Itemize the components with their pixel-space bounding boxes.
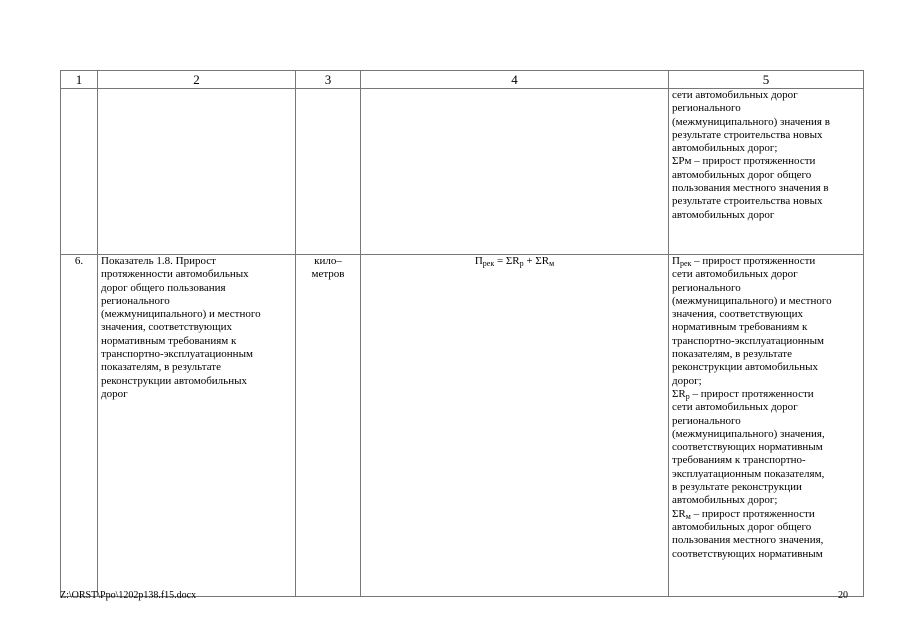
text-line: автомобильных дорог; — [672, 142, 778, 155]
text-line: показателям, в результате — [101, 361, 221, 374]
unit-cell — [296, 89, 361, 255]
footer-file-path: Z:\ORST\Ppo\1202p138.f15.docx — [60, 590, 197, 601]
text-line: результате строительства новых — [672, 128, 823, 141]
table-row — [61, 89, 864, 255]
text-line: протяженности автомобильных — [101, 268, 249, 281]
table-row — [61, 255, 864, 597]
text-line: (межмуниципального) и местного — [101, 308, 261, 321]
formula-symbol: П — [474, 255, 483, 267]
text-line: Показатель 1.8. Прирост — [101, 255, 216, 267]
formula-subscript: рек — [482, 259, 495, 268]
table-header-row — [61, 71, 864, 89]
definition-subscript: р — [685, 391, 690, 401]
definition-line — [672, 388, 860, 401]
text-line: соответствующих нормативным — [672, 441, 823, 454]
text-line: сети автомобильных дорог — [672, 89, 798, 101]
indicator-cell — [98, 89, 296, 255]
header-cell: 3 — [296, 71, 361, 89]
text-line: требованиям к транспортно- — [672, 454, 806, 467]
text-line: в результате реконструкции — [672, 481, 802, 494]
definition-symbol: П — [672, 255, 680, 267]
number-cell — [61, 89, 98, 255]
document-table — [60, 70, 864, 597]
text-line: дорог; — [672, 374, 702, 387]
definition-symbol: ΣR — [672, 387, 686, 400]
definition-cell — [669, 255, 864, 597]
text-line: транспортно-эксплуатационным — [672, 334, 824, 347]
header-cell: 1 — [61, 71, 98, 89]
indicator-cell — [98, 255, 296, 597]
definition-text: – прирост протяженности — [689, 387, 814, 400]
text-line: (межмуниципального) и местного — [672, 294, 832, 307]
text-line: регионального — [672, 102, 741, 115]
definition-subscript: м — [685, 511, 691, 521]
text-line: соответствующих нормативным — [672, 547, 823, 560]
text-line: автомобильных дорог общего — [672, 168, 812, 181]
formula-cell — [361, 89, 669, 255]
text-line: сети автомобильных дорог — [672, 268, 798, 281]
definition-cell — [669, 89, 864, 255]
text-line: (межмуниципального) значения в — [672, 115, 830, 128]
definition-text: – прирост протяженности — [690, 507, 815, 520]
text-line: реконструкции автомобильных — [101, 374, 247, 387]
formula-subscript: р — [519, 259, 524, 268]
text-line: значения, соответствующих — [672, 308, 804, 321]
formula-cell — [361, 255, 669, 597]
text-line: дорог — [101, 387, 128, 400]
text-line: (межмуниципального) значения, — [672, 427, 825, 440]
header-cell: 5 — [669, 71, 864, 89]
formula-subscript: м — [549, 259, 555, 268]
text-line: нормативным требованиям к — [672, 321, 808, 334]
definition-subscript: рек — [679, 259, 692, 268]
definition-line — [672, 508, 860, 521]
formula — [364, 255, 665, 268]
text-line: транспортно-эксплуатационным — [101, 348, 253, 361]
text-line: сети автомобильных дорог — [672, 401, 798, 414]
text-line: регионального — [101, 294, 170, 307]
text-line: регионального — [672, 281, 741, 294]
text-line: пользования местного значения в — [672, 182, 829, 195]
footer-page-number: 20 — [838, 590, 848, 601]
text-line: автомобильных дорог — [672, 208, 775, 221]
text-line: нормативным требованиям к — [101, 334, 237, 347]
text-line: метров — [311, 268, 345, 281]
text-line: показателям, в результате — [672, 348, 792, 361]
definition-text: – прирост протяженности — [691, 255, 816, 267]
definition-symbol: ΣR — [672, 507, 686, 520]
text-line: значения, соответствующих — [101, 321, 233, 334]
definition-line — [672, 255, 860, 268]
text-line: автомобильных дорог; — [672, 494, 778, 507]
header-cell: 2 — [98, 71, 296, 89]
formula-text: = ΣR — [494, 255, 520, 267]
text-line: эксплуатационным показателям, — [672, 467, 825, 480]
text-line: ΣРм – прирост протяженности — [672, 155, 816, 168]
text-line: кило– — [314, 255, 342, 267]
text-line: дорог общего пользования — [101, 281, 226, 294]
unit-cell — [296, 255, 361, 597]
text-line: автомобильных дорог общего — [672, 520, 812, 533]
formula-text: + ΣR — [523, 255, 550, 267]
text-line: пользования местного значения, — [672, 534, 824, 547]
text-line: реконструкции автомобильных — [672, 361, 818, 374]
header-cell: 4 — [361, 71, 669, 89]
text-line: регионального — [672, 414, 741, 427]
text-line: результате строительства новых — [672, 195, 823, 208]
number-cell: 6. — [61, 255, 98, 597]
